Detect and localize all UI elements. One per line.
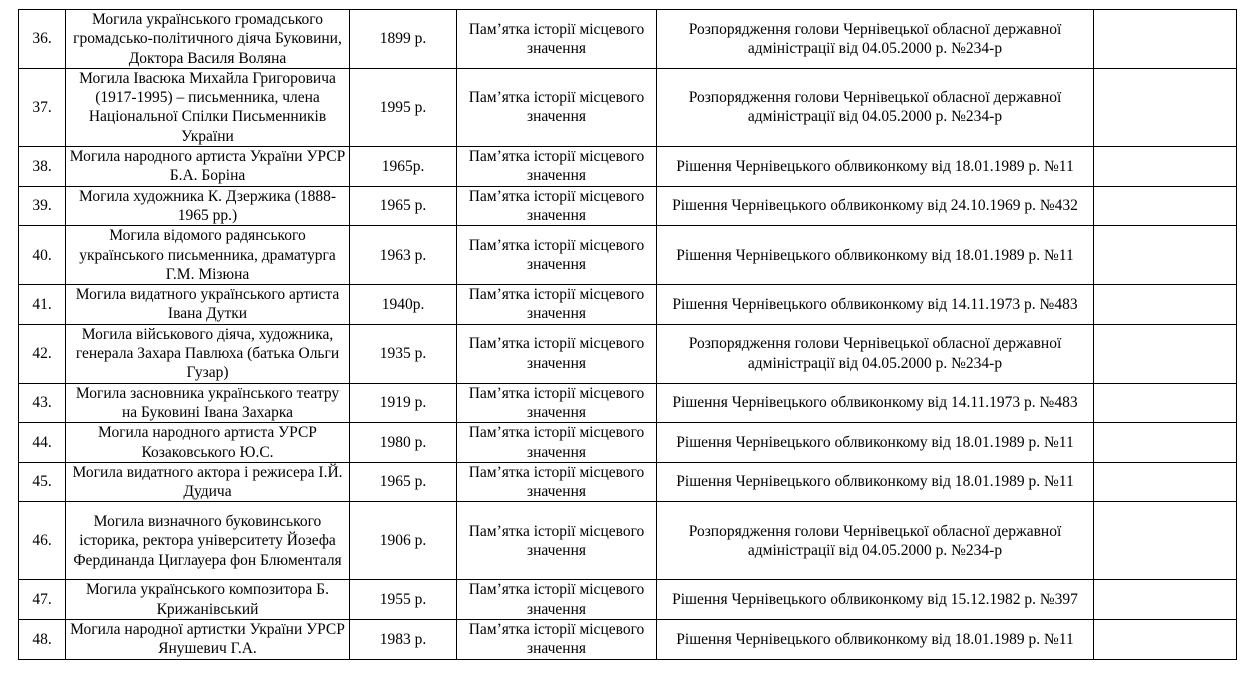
legal-document: Розпорядження голови Чернівецької обласної державної адміністрації від 04.05.2000 р. №234-р — [657, 10, 1094, 69]
monument-year: 1955 р. — [350, 580, 457, 620]
empty-cell — [1094, 285, 1237, 325]
monument-name: Могила народного артиста УРСР Козаковського Ю.С. — [66, 423, 350, 463]
empty-cell — [1094, 462, 1237, 502]
row-number: 43. — [19, 383, 66, 423]
monument-category: Пам’ятка історії місцевого значення — [457, 285, 657, 325]
monument-name: Могила Івасюка Михайла Григоровича (1917-1995) – письменника, члена Національної Спілки Письменників України — [66, 68, 350, 146]
monument-year: 1940р. — [350, 285, 457, 325]
monument-name: Могила народного артиста України УРСР Б.А. Боріна — [66, 147, 350, 187]
monument-category: Пам’ятка історії місцевого значення — [457, 186, 657, 226]
table-row — [19, 324, 1237, 383]
monument-year: 1965 р. — [350, 186, 457, 226]
table-row — [19, 462, 1237, 502]
row-number: 42. — [19, 324, 66, 383]
legal-document: Рішення Чернівецького облвиконкому від 18.01.1989 р. №11 — [657, 226, 1094, 285]
empty-cell — [1094, 502, 1237, 580]
legal-document: Розпорядження голови Чернівецької обласної державної адміністрації від 04.05.2000 р. №234-р — [657, 502, 1094, 580]
monument-category: Пам’ятка історії місцевого значення — [457, 462, 657, 502]
table-row — [19, 186, 1237, 226]
empty-cell — [1094, 10, 1237, 69]
table-row — [19, 285, 1237, 325]
monument-name: Могила визначного буковинського історика, ректора університету Йозефа Фердинанда Циглауера фон Блюменталя — [66, 502, 350, 580]
table-row — [19, 423, 1237, 463]
monument-category: Пам’ятка історії місцевого значення — [457, 68, 657, 146]
monument-category: Пам’ятка історії місцевого значення — [457, 423, 657, 463]
row-number: 45. — [19, 462, 66, 502]
monument-category: Пам’ятка історії місцевого значення — [457, 383, 657, 423]
monument-year: 1995 р. — [350, 68, 457, 146]
row-number: 36. — [19, 10, 66, 69]
monument-category: Пам’ятка історії місцевого значення — [457, 620, 657, 660]
monument-name: Могила відомого радянського українського письменника, драматурга Г.М. Мізюна — [66, 226, 350, 285]
monument-year: 1965 р. — [350, 462, 457, 502]
monument-name: Могила українського громадського громадсько-політичного діяча Буковини, Доктора Василя Воляна — [66, 10, 350, 69]
table-row — [19, 502, 1237, 580]
monument-year: 1906 р. — [350, 502, 457, 580]
monuments-table — [18, 9, 1237, 660]
monument-name: Могила видатного українського артиста Івана Дутки — [66, 285, 350, 325]
monument-year: 1965р. — [350, 147, 457, 187]
row-number: 46. — [19, 502, 66, 580]
monument-name: Могила народної артистки України УРСР Янушевич Г.А. — [66, 620, 350, 660]
monument-category: Пам’ятка історії місцевого значення — [457, 324, 657, 383]
monument-year: 1983 р. — [350, 620, 457, 660]
row-number: 39. — [19, 186, 66, 226]
monument-name: Могила військового діяча, художника, генерала Захара Павлюха (батька Ольги Гузар) — [66, 324, 350, 383]
legal-document: Рішення Чернівецького облвиконкому від 18.01.1989 р. №11 — [657, 620, 1094, 660]
empty-cell — [1094, 147, 1237, 187]
empty-cell — [1094, 68, 1237, 146]
legal-document: Рішення Чернівецького облвиконкому від 24.10.1969 р. №432 — [657, 186, 1094, 226]
legal-document: Рішення Чернівецького облвиконкому від 14.11.1973 р. №483 — [657, 383, 1094, 423]
monument-year: 1899 р. — [350, 10, 457, 69]
row-number: 48. — [19, 620, 66, 660]
monument-name: Могила українського композитора Б. Крижанівський — [66, 580, 350, 620]
empty-cell — [1094, 423, 1237, 463]
legal-document: Рішення Чернівецького облвиконкому від 14.11.1973 р. №483 — [657, 285, 1094, 325]
monument-category: Пам’ятка історії місцевого значення — [457, 502, 657, 580]
monument-category: Пам’ятка історії місцевого значення — [457, 147, 657, 187]
table-row — [19, 580, 1237, 620]
legal-document: Розпорядження голови Чернівецької обласної державної адміністрації від 04.05.2000 р. №234-р — [657, 324, 1094, 383]
legal-document: Рішення Чернівецького облвиконкому від 15.12.1982 р. №397 — [657, 580, 1094, 620]
table-row — [19, 68, 1237, 146]
legal-document: Рішення Чернівецького облвиконкому від 18.01.1989 р. №11 — [657, 462, 1094, 502]
table-row — [19, 226, 1237, 285]
table-row — [19, 10, 1237, 69]
monument-name: Могила художника К. Дзержика (1888-1965 рр.) — [66, 186, 350, 226]
row-number: 40. — [19, 226, 66, 285]
empty-cell — [1094, 186, 1237, 226]
table-row — [19, 620, 1237, 660]
table-row — [19, 383, 1237, 423]
monument-category: Пам’ятка історії місцевого значення — [457, 580, 657, 620]
empty-cell — [1094, 226, 1237, 285]
empty-cell — [1094, 383, 1237, 423]
empty-cell — [1094, 580, 1237, 620]
legal-document: Розпорядження голови Чернівецької обласної державної адміністрації від 04.05.2000 р. №234-р — [657, 68, 1094, 146]
empty-cell — [1094, 324, 1237, 383]
row-number: 47. — [19, 580, 66, 620]
empty-cell — [1094, 620, 1237, 660]
row-number: 37. — [19, 68, 66, 146]
table-row — [19, 147, 1237, 187]
monument-category: Пам’ятка історії місцевого значення — [457, 10, 657, 69]
monument-year: 1980 р. — [350, 423, 457, 463]
monument-year: 1963 р. — [350, 226, 457, 285]
monument-category: Пам’ятка історії місцевого значення — [457, 226, 657, 285]
monument-name: Могила видатного актора і режисера І.Й. Дудича — [66, 462, 350, 502]
row-number: 41. — [19, 285, 66, 325]
monument-year: 1935 р. — [350, 324, 457, 383]
row-number: 38. — [19, 147, 66, 187]
monument-name: Могила засновника українського театру на Буковині Івана Захарка — [66, 383, 350, 423]
monument-year: 1919 р. — [350, 383, 457, 423]
legal-document: Рішення Чернівецького облвиконкому від 18.01.1989 р. №11 — [657, 147, 1094, 187]
row-number: 44. — [19, 423, 66, 463]
legal-document: Рішення Чернівецького облвиконкому від 18.01.1989 р. №11 — [657, 423, 1094, 463]
